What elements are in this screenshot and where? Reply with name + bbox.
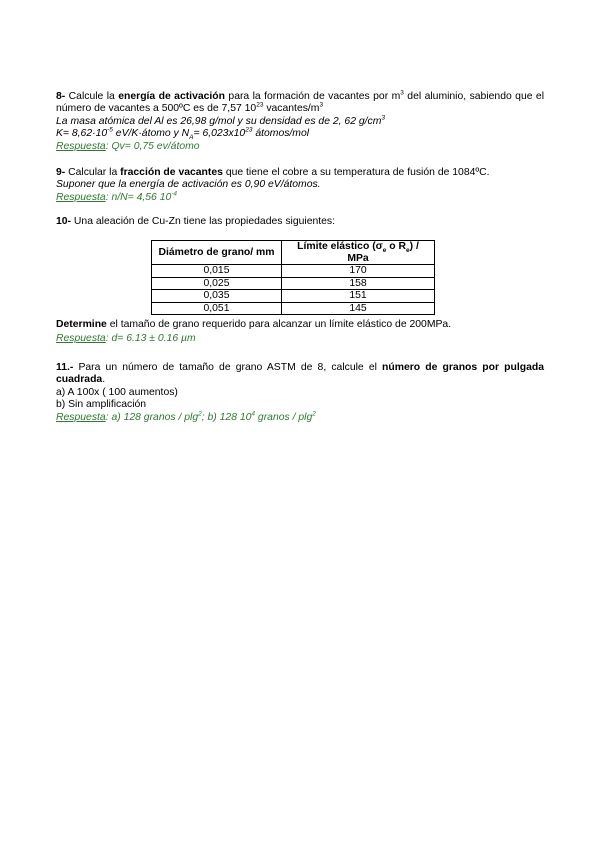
table-row <box>152 290 435 303</box>
question-11-answer: Respuesta: a) 128 granos / plg$^2$; b) 128 $10^4$ granos / plg$^2$ <box>56 410 316 423</box>
question-10-task <box>56 319 544 346</box>
question-number: 9- <box>56 167 66 178</box>
question-number: 11.- <box>56 362 74 373</box>
question-8-statement: 8- Calcule la energía de activación para la formación de vacantes por $m^3$ del aluminio, sabiendo que el número de vacantes a 500ºC es de 7,57 $10^{23}$ vacantes/$m^3$ <box>56 89 545 115</box>
question-10-answer: Respuesta: d= 6.13 ± 0.16 µm <box>56 333 196 345</box>
key-term: número de granos por pulgada cuadrada <box>56 362 544 386</box>
table-header-yield-strength: Límite elástico ($\sigma_e$ o $R_e$) / MPa <box>282 241 435 265</box>
question-10-statement: 10- Una aleación de Cu-Zn tiene las propiedades siguientes: <box>56 216 336 227</box>
table-cell: 0,051 <box>152 302 282 315</box>
question-number: 8- <box>56 91 66 102</box>
question-11-statement: 11.- Para un número de tamaño de grano ASTM de 8, calcule el número de granos por pulgada cuadrada. <box>56 362 544 386</box>
table-cell: 0,025 <box>152 277 282 290</box>
table-row <box>152 265 435 278</box>
properties-table <box>151 240 435 315</box>
table-cell: 0,015 <box>152 265 282 278</box>
table-header-grain-diameter: Diámetro de grano/ mm <box>152 241 282 265</box>
table-header-row <box>152 241 435 265</box>
question-11-part-b: b) Sin amplificación <box>56 399 147 411</box>
table-cell: 145 <box>282 302 435 315</box>
question-number: 10- <box>56 216 72 227</box>
question-11 <box>56 362 544 424</box>
question-8 <box>56 91 544 153</box>
table-row <box>152 277 435 290</box>
table-cell: 170 <box>282 265 435 278</box>
question-8-data-line-2: $K= 8,62\cdot 10^{-5}$ eV/K·átomo y $N_A= 6,023x10^{23}$ átomos/mol <box>56 126 310 142</box>
question-9 <box>56 167 544 204</box>
table-cell: 0,035 <box>152 290 282 303</box>
question-9-data: Suponer que la energía de activación es 0,90 eV/átomos. <box>56 179 321 191</box>
question-9-answer: Respuesta: n/N= 4,56 $10^{-4}$ <box>56 190 178 203</box>
table-cell: 151 <box>282 290 435 303</box>
table-cell: 158 <box>282 277 435 290</box>
key-term: energía de activación <box>118 91 225 102</box>
question-8-data-line-1: La masa atómica del Al es 26,98 g/mol y su densidad es de 2, 62 $g/cm^3$ <box>56 114 385 127</box>
question-9-statement: 9- Calcular la fracción de vacantes que tiene el cobre a su temperatura de fusión de 1084ºC. <box>56 167 490 178</box>
question-8-answer: Respuesta: Qv= 0,75 ev/átomo <box>56 140 200 152</box>
table-row <box>152 302 435 315</box>
key-term: Determine <box>56 319 107 330</box>
question-11-part-a: a) A 100x ( 100 aumentos) <box>56 386 178 398</box>
key-term: fracción de vacantes <box>120 167 223 178</box>
question-10-instruction: Determine el tamaño de grano requerido para alcanzar un límite elástico de 200MPa. <box>56 319 452 330</box>
question-10-intro <box>56 216 544 228</box>
